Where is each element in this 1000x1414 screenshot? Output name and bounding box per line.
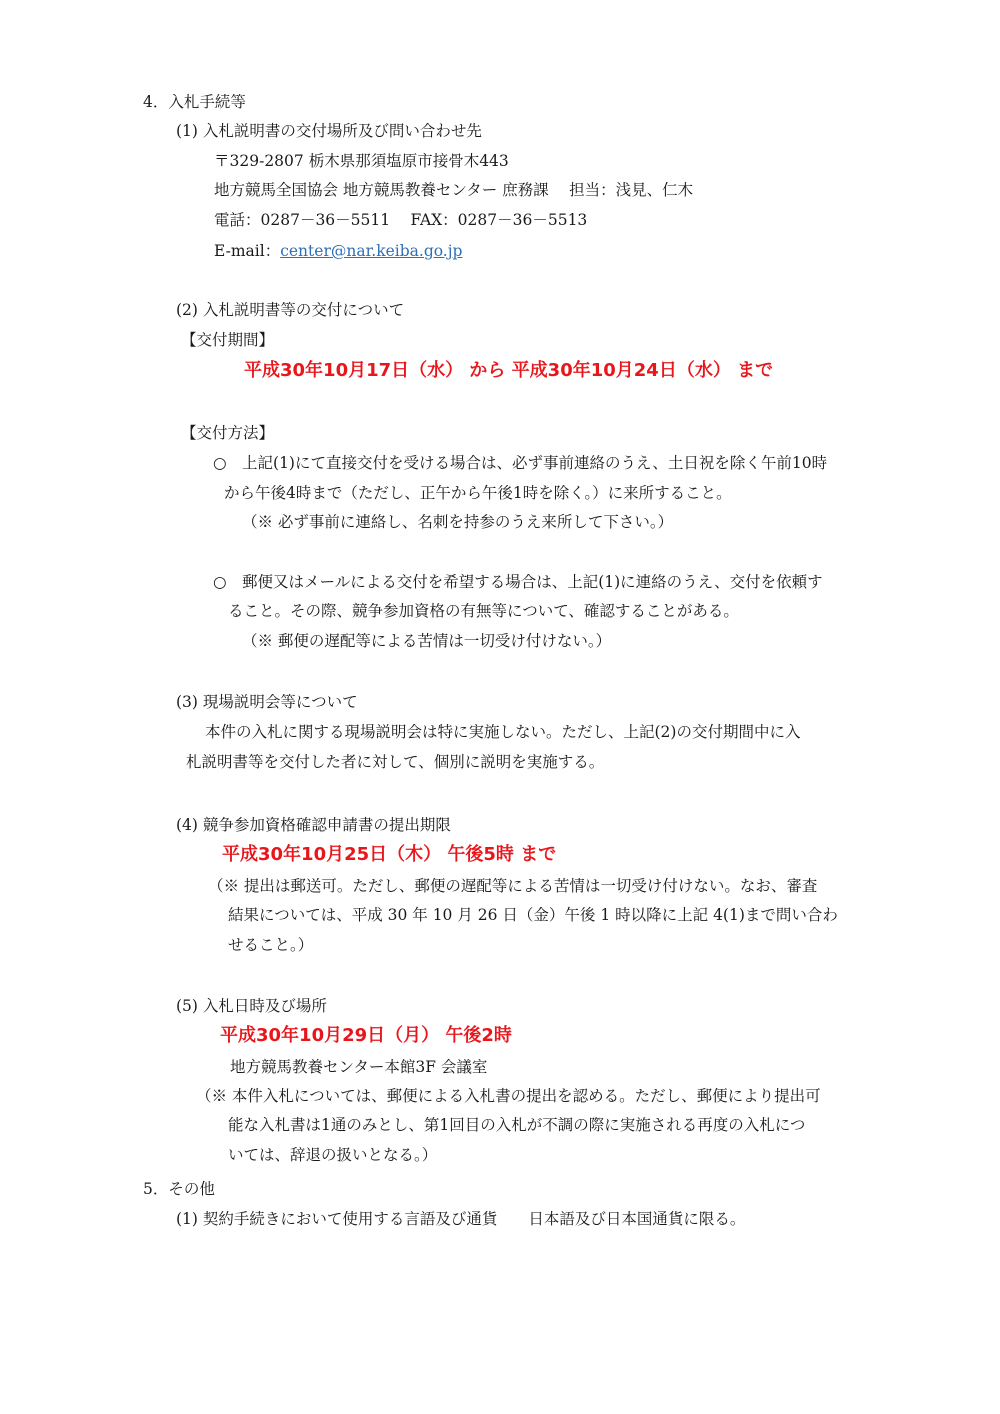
method-2-line-2: ること。その際、競争参加資格の有無等について、確認することがある。 bbox=[228, 602, 739, 620]
contact-phone-fax: 電話：0287－36－5511 FAX：0287－36－5513 bbox=[214, 211, 588, 229]
subsection-4-3-title: (3) 現場説明会等について bbox=[176, 693, 358, 711]
contact-organization: 地方競馬全国協会 地方競馬教養センター 庶務課 担当：浅見、仁木 bbox=[214, 181, 694, 199]
subsection-4-2-title: (2) 入札説明書等の交付について bbox=[176, 301, 405, 319]
site-briefing-line-2: 札説明書等を交付した者に対して、個別に説明を実施する。 bbox=[186, 753, 605, 771]
bid-datetime: 平成30年10月29日（月） 午後2時 bbox=[220, 1025, 512, 1046]
section-4-heading: 4．入札手続等 bbox=[143, 93, 246, 111]
site-briefing-line-1: 本件の入札に関する現場説明会は特に実施しない。ただし、上記(2)の交付期間中に入 bbox=[205, 723, 801, 741]
email-label: E-mail： bbox=[214, 242, 281, 260]
method-1-note: （※ 必ず事前に連絡し、名刺を持参のうえ来所して下さい。） bbox=[242, 513, 674, 531]
method-1-line-1: ○ 上記(1)にて直接交付を受ける場合は、必ず事前連絡のうえ、土日祝を除く午前10時 bbox=[213, 454, 828, 472]
email-link[interactable]: center@nar.keiba.go.jp bbox=[280, 242, 463, 260]
deadline-note-line-3: せること。） bbox=[228, 936, 314, 954]
subsection-4-4-title: (4) 競争参加資格確認申請書の提出期限 bbox=[176, 816, 451, 834]
subsection-5-1: (1) 契約手続きにおいて使用する言語及び通貨 日本語及び日本国通貨に限る。 bbox=[176, 1210, 746, 1228]
subsection-4-1-title: (1) 入札説明書の交付場所及び問い合わせ先 bbox=[176, 122, 482, 140]
bid-place: 地方競馬教養センター本館3F 会議室 bbox=[230, 1058, 488, 1076]
deadline-note-line-2: 結果については、平成 30 年 10 月 26 日（金）午後 1 時以降に上記 4(1)まで問い合わ bbox=[228, 906, 838, 924]
bid-note-line-2: 能な入札書は1通のみとし、第1回目の入札が不調の際に実施される再度の入札につ bbox=[228, 1116, 806, 1134]
section-5-heading: 5．その他 bbox=[143, 1180, 215, 1198]
method-1-line-2: から午後4時まで（ただし、正午から午後1時を除く。）に来所すること。 bbox=[224, 484, 732, 502]
application-deadline: 平成30年10月25日（木） 午後5時 まで bbox=[222, 844, 557, 865]
contact-address: 〒329-2807 栃木県那須塩原市接骨木443 bbox=[214, 152, 509, 170]
method-2-note: （※ 郵便の遅配等による苦情は一切受け付けない。） bbox=[242, 632, 612, 650]
contact-email bbox=[214, 241, 462, 261]
issue-period: 平成30年10月17日（水） から 平成30年10月24日（水） まで bbox=[244, 360, 774, 381]
period-label: 【交付期間】 bbox=[181, 331, 275, 349]
deadline-note-line-1: （※ 提出は郵送可。ただし、郵便の遅配等による苦情は一切受け付けない。なお、審査 bbox=[208, 877, 818, 895]
bid-note-line-1: （※ 本件入札については、郵便による入札書の提出を認める。ただし、郵便により提出可 bbox=[196, 1087, 821, 1105]
method-2-line-1: ○ 郵便又はメールによる交付を希望する場合は、上記(1)に連絡のうえ、交付を依頼す bbox=[213, 573, 823, 591]
bid-note-line-3: いては、辞退の扱いとなる。） bbox=[228, 1146, 438, 1164]
method-label: 【交付方法】 bbox=[181, 424, 275, 442]
subsection-4-5-title: (5) 入札日時及び場所 bbox=[176, 997, 327, 1015]
